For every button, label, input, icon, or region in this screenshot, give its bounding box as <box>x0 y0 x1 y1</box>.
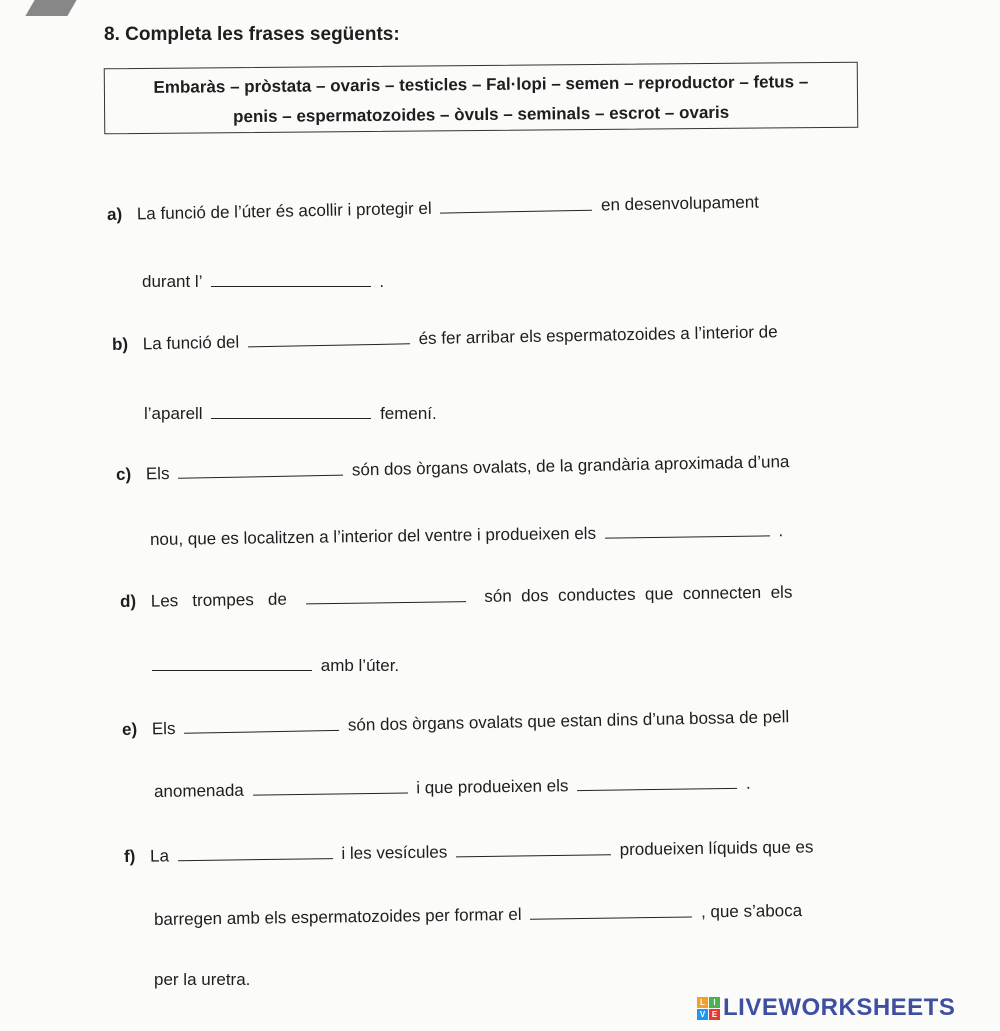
sentence-e-line-2 <box>154 772 751 802</box>
corner-scan-mark <box>25 0 76 16</box>
sentence-a-text-3: durant l’ <box>142 272 202 291</box>
sentence-b-text-3: l’aparell <box>144 404 203 423</box>
item-label-f: f) <box>123 846 136 866</box>
blank-e-3[interactable] <box>577 772 737 791</box>
sentence-a-text-1: La funció de l’úter és acollir i protegir el <box>136 198 432 224</box>
sentence-a-text-4: . <box>379 272 385 291</box>
blank-b-1[interactable] <box>248 327 410 347</box>
sentence-e-text-3: anomenada <box>153 780 244 801</box>
sentence-d-text-2: són dos conductes que connecten els <box>484 582 793 606</box>
item-label-b: b) <box>111 334 129 354</box>
sentence-c-text-2: són dos òrgans ovalats, de la grandària aproximada d’una <box>351 452 790 480</box>
logo-icon-letter-v: V <box>697 1009 708 1020</box>
sentence-b-text-4: femení. <box>380 404 437 423</box>
word-bank-line-1: Embaràs – pròstata – ovaris – testicles – Fal·lopi – semen – reproductor – fetus – <box>153 72 809 97</box>
sentence-c-text-1: Els <box>145 463 170 484</box>
sentence-b-line-1 <box>112 320 778 355</box>
blank-d-2[interactable] <box>152 654 312 671</box>
sentence-e-text-4: i que produeixen els <box>416 776 569 798</box>
blank-a-1[interactable] <box>440 194 592 214</box>
blank-d-1[interactable] <box>305 585 465 604</box>
sentence-e-text-1: Els <box>151 718 176 739</box>
blank-f-2[interactable] <box>456 838 611 857</box>
sentence-a-line-2 <box>142 270 384 292</box>
liveworksheets-logo <box>697 994 955 1022</box>
logo-icon-letter-i: I <box>709 997 720 1008</box>
blank-f-1[interactable] <box>178 842 333 861</box>
blank-a-2[interactable] <box>211 270 371 287</box>
sentence-f-text-1: La <box>149 846 170 866</box>
sentence-d-line-1 <box>120 581 793 612</box>
sentence-e-line-1 <box>122 705 790 740</box>
sentence-f-text-5: , que s’aboca <box>700 900 803 922</box>
item-label-e: e) <box>121 719 138 739</box>
sentence-e-text-2: són dos òrgans ovalats que estan dins d’una bossa de pell <box>347 707 790 735</box>
sentence-d-text-1: Les trompes de <box>150 589 287 611</box>
blank-f-3[interactable] <box>530 900 692 919</box>
item-label-d: d) <box>119 591 137 611</box>
logo-icon-letter-e: E <box>709 1009 720 1020</box>
sentence-d-line-2 <box>152 654 399 676</box>
sentence-c-line-2 <box>150 519 783 550</box>
blank-e-1[interactable] <box>184 714 339 734</box>
brand-name: LIVEWORKSHEETS <box>723 994 956 1021</box>
sentence-a-text-2: en desenvolupament <box>600 192 760 215</box>
logo-icon-letter-l: L <box>697 997 708 1008</box>
sentence-b-text-1: La funció del <box>142 332 240 354</box>
blank-e-2[interactable] <box>252 776 407 795</box>
sentence-b-text-2: és fer arribar els espermatozoides a l’interior de <box>418 322 778 349</box>
item-label-a: a) <box>106 204 123 224</box>
blank-c-1[interactable] <box>178 459 343 479</box>
sentence-d-text-3: amb l’úter. <box>320 656 400 675</box>
sentence-f-text-2: i les vesícules <box>341 842 448 863</box>
sentence-f-text-4: barregen amb els espermatozoides per formar el <box>153 904 522 929</box>
sentence-c-text-3: nou, que es localitzen a l’interior del ventre i produeixen els <box>149 523 597 549</box>
word-bank <box>104 62 859 135</box>
word-bank-line-2: penis – espermatozoides – òvuls – seminals – escrot – ovaris <box>233 102 730 127</box>
sentence-f-line-1 <box>124 835 814 867</box>
sentence-c-line-1 <box>116 450 790 485</box>
item-label-c: c) <box>115 464 132 484</box>
sentence-e-text-5: . <box>745 773 751 793</box>
liveworksheets-logo-icon <box>697 997 719 1019</box>
sentence-f-text-6: per la uretra. <box>154 970 251 989</box>
sentence-f-text-3: produeixen líquids que es <box>619 837 814 860</box>
blank-b-2[interactable] <box>211 402 371 419</box>
blank-c-2[interactable] <box>605 519 770 538</box>
sentence-b-line-2 <box>144 402 437 424</box>
sentence-c-text-4: . <box>778 521 784 541</box>
sentence-a-line-1 <box>107 190 759 225</box>
exercise-title: 8. Completa les frases següents: <box>104 24 400 45</box>
sentence-f-line-3 <box>154 970 250 990</box>
sentence-f-line-2 <box>154 899 802 930</box>
